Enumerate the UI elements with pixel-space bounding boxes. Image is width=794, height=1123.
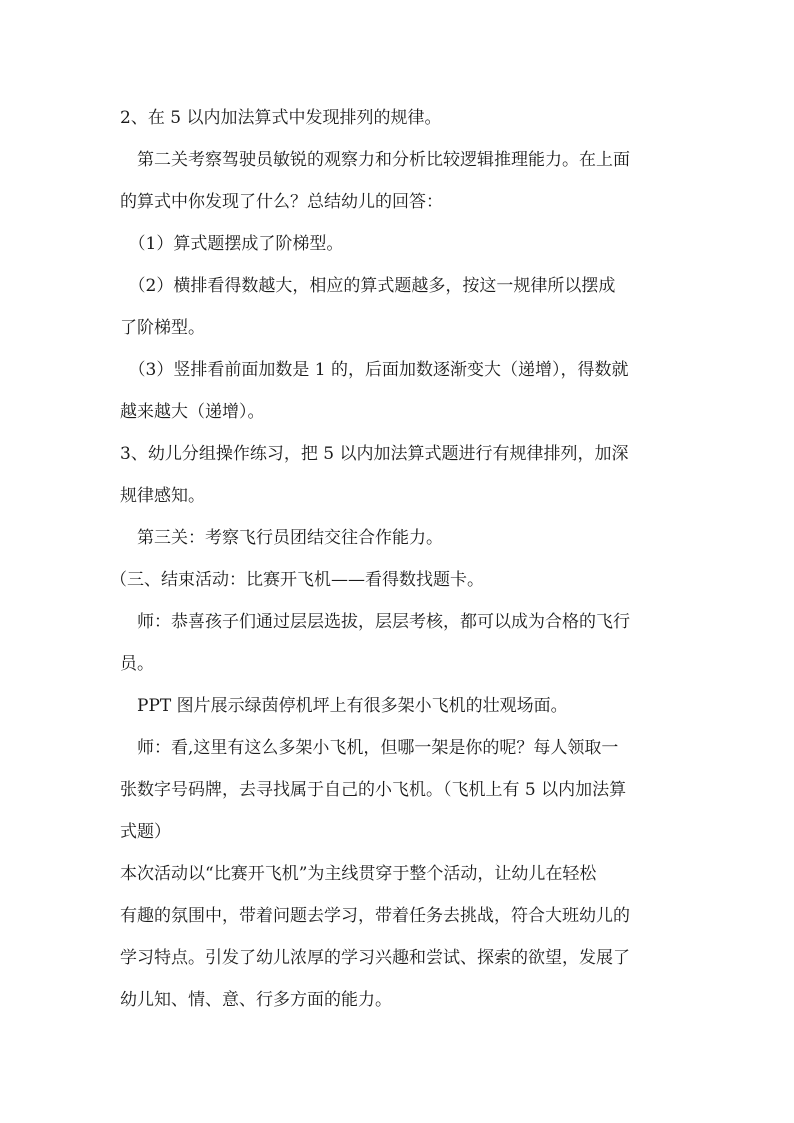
text-line: 员。	[120, 654, 154, 674]
text-line: 式题）	[120, 822, 171, 842]
text-line: 师：看,这里有这么多架小飞机，但哪一架是你的呢？每人领取一	[120, 738, 619, 758]
text-line: 本次活动以“比赛开飞机”为主线贯穿于整个活动，让幼儿在轻松	[120, 864, 597, 884]
text-line: 学习特点。引发了幼儿浓厚的学习兴趣和尝试、探索的欲望，发展了	[120, 948, 630, 968]
text-line: PPT 图片展示绿茵停机坪上有很多架小飞机的壮观场面。	[120, 696, 568, 716]
text-line: （2）横排看得数越大，相应的算式题越多，按这一规律所以摆成	[120, 276, 616, 296]
text-line: 了阶梯型。	[120, 318, 205, 338]
text-line: 第二关考察驾驶员敏锐的观察力和分析比较逻辑推理能力。在上面	[120, 150, 630, 170]
text-line: 张数字号码牌，去寻找属于自己的小飞机。（飞机上有 5 以内加法算	[120, 780, 627, 800]
text-line: 有趣的氛围中，带着问题去学习，带着任务去挑战，符合大班幼儿的	[120, 906, 630, 926]
text-line: 2、在 5 以内加法算式中发现排列的规律。	[120, 108, 442, 128]
text-line: 幼儿知、情、意、行多方面的能力。	[120, 990, 392, 1010]
text-line: （3）竖排看前面加数是 1 的，后面加数逐渐变大（递增），得数就	[120, 360, 629, 380]
text-line: 规律感知。	[120, 486, 205, 506]
text-line: 第三关：考察飞行员团结交往合作能力。	[120, 528, 443, 548]
text-line: 越来越大（递增）。	[120, 402, 265, 422]
text-line: （1）算式题摆成了阶梯型。	[120, 234, 344, 254]
text-line: （三、结束活动：比赛开飞机——看得数找题卡。	[110, 570, 484, 590]
text-line: 师：恭喜孩子们通过层层选拔，层层考核，都可以成为合格的飞行	[120, 612, 630, 632]
text-line: 的算式中你发现了什么？总结幼儿的回答：	[120, 192, 443, 212]
text-line: 3、幼儿分组操作练习，把 5 以内加法算式题进行有规律排列，加深	[120, 444, 629, 464]
